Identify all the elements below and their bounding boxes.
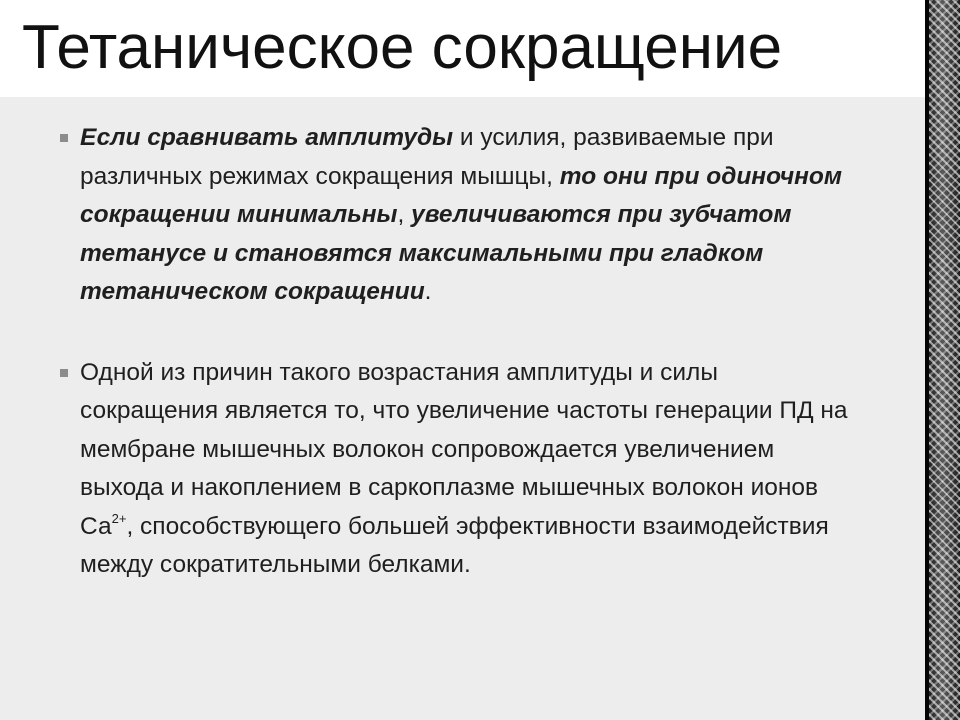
decorative-side-strip xyxy=(925,0,960,720)
bullet-2-superscript: 2+ xyxy=(111,510,127,526)
content-area xyxy=(0,97,925,720)
bullet-1-text-1: и усилия, развиваемые при различных режимах сокращения мышцы, xyxy=(80,124,774,190)
square-bullet-icon xyxy=(60,134,68,142)
side-strip-edge xyxy=(925,0,929,720)
bullet-2-text-main: Одной из причин такого возрастания амплитуды и силы сокращения является то, что увеличение частоты генерации ПД на мембране мышечных волокон сопровождается увеличением выхода и накоплением в саркоплазме мышечных волокон ионов Са xyxy=(80,358,848,540)
bullet-1-emphasis-1: Если сравнивать амплитуды xyxy=(80,124,454,151)
bullet-item-2 xyxy=(60,354,860,585)
bullet-item-1 xyxy=(60,119,860,312)
slide-title: Тетаническое сокращение xyxy=(22,13,783,82)
square-bullet-icon xyxy=(60,369,68,377)
bullet-1-text-3: . xyxy=(424,278,432,305)
bullet-1-text-2: , xyxy=(397,201,412,228)
bullet-1-emphasis-3: увеличиваются при зубчатом тетанусе и становятся максимальными при гладком тетаническом сокращении xyxy=(80,201,792,305)
bullet-list xyxy=(60,119,860,585)
bullet-1-emphasis-2: то они при одиночном сокращении минимальны xyxy=(80,162,843,228)
bullet-2-text-end: , способствующего большей эффективности взаимодействия между сократительными белками. xyxy=(80,512,829,578)
